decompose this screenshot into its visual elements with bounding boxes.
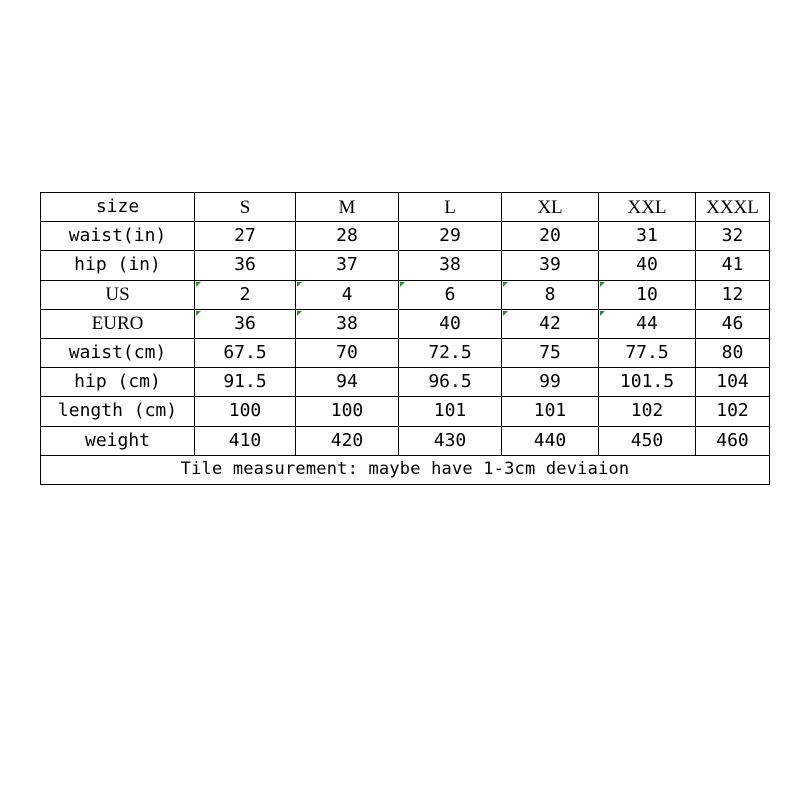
table-cell: 29 [399, 222, 502, 251]
table-cell: 8 [502, 280, 599, 309]
table-cell: 94 [296, 368, 399, 397]
table-cell: 104 [696, 368, 770, 397]
table-cell: 460 [696, 426, 770, 455]
row-label-euro: EURO [41, 309, 195, 338]
table-cell: 2 [195, 280, 296, 309]
table-row [41, 222, 770, 251]
table-cell: 75 [502, 338, 599, 367]
table-cell: 67.5 [195, 338, 296, 367]
size-header-l: L [399, 193, 502, 222]
table-cell: 80 [696, 338, 770, 367]
table-cell: 32 [696, 222, 770, 251]
table-cell: 102 [696, 397, 770, 426]
table-cell: 101 [502, 397, 599, 426]
table-cell: 27 [195, 222, 296, 251]
table-row [41, 368, 770, 397]
table-cell: 70 [296, 338, 399, 367]
size-header-xxl: XXL [599, 193, 696, 222]
table-cell: 6 [399, 280, 502, 309]
table-row [41, 397, 770, 426]
table-cell: 20 [502, 222, 599, 251]
size-header-m: M [296, 193, 399, 222]
size-chart-table [40, 192, 770, 485]
measurement-note: Tile measurement: maybe have 1-3cm deviaion [41, 455, 770, 484]
note-row [41, 455, 770, 484]
table-cell: 96.5 [399, 368, 502, 397]
table-row [41, 251, 770, 280]
table-cell: 36 [195, 309, 296, 338]
size-header-xl: XL [502, 193, 599, 222]
size-header-s: S [195, 193, 296, 222]
table-cell: 38 [399, 251, 502, 280]
table-cell: 102 [599, 397, 696, 426]
table-cell: 430 [399, 426, 502, 455]
table-cell: 450 [599, 426, 696, 455]
table-cell: 44 [599, 309, 696, 338]
table-cell: 40 [399, 309, 502, 338]
table-cell: 46 [696, 309, 770, 338]
table-cell: 41 [696, 251, 770, 280]
table-cell: 28 [296, 222, 399, 251]
table-cell: 99 [502, 368, 599, 397]
table-cell: 10 [599, 280, 696, 309]
table-cell: 42 [502, 309, 599, 338]
row-label-hip-cm: hip (cm) [41, 368, 195, 397]
table-cell: 420 [296, 426, 399, 455]
table-row [41, 338, 770, 367]
table-cell: 72.5 [399, 338, 502, 367]
table-cell: 100 [296, 397, 399, 426]
row-label-waist-in: waist(in) [41, 222, 195, 251]
table-cell: 410 [195, 426, 296, 455]
table-cell: 101 [399, 397, 502, 426]
header-label-cell: size [41, 193, 195, 222]
table-cell: 39 [502, 251, 599, 280]
table-cell: 31 [599, 222, 696, 251]
table-row [41, 309, 770, 338]
table-cell: 4 [296, 280, 399, 309]
table-cell: 12 [696, 280, 770, 309]
table-cell: 91.5 [195, 368, 296, 397]
table-cell: 37 [296, 251, 399, 280]
header-row [41, 193, 770, 222]
row-label-waist-cm: waist(cm) [41, 338, 195, 367]
table-cell: 38 [296, 309, 399, 338]
table-row [41, 426, 770, 455]
table-cell: 100 [195, 397, 296, 426]
table-cell: 101.5 [599, 368, 696, 397]
table-cell: 440 [502, 426, 599, 455]
row-label-weight: weight [41, 426, 195, 455]
table-cell: 77.5 [599, 338, 696, 367]
table-row [41, 280, 770, 309]
table-cell: 36 [195, 251, 296, 280]
row-label-length-cm: length (cm) [41, 397, 195, 426]
table-cell: 40 [599, 251, 696, 280]
row-label-us: US [41, 280, 195, 309]
size-header-xxxl: XXXL [696, 193, 770, 222]
row-label-hip-in: hip (in) [41, 251, 195, 280]
